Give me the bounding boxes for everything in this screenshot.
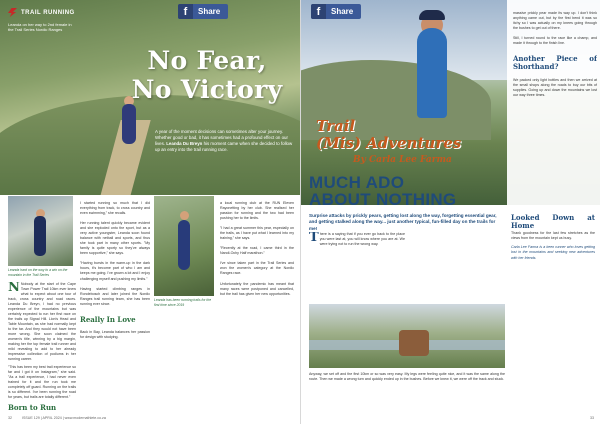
facebook-icon: f xyxy=(311,4,326,19)
column-title-line1: Trail xyxy=(316,117,356,135)
bolt-icon xyxy=(8,8,17,17)
article-title-line1: No Fear, xyxy=(147,46,267,75)
subhead-shorthand: Another Piece of Shorthand? xyxy=(513,54,597,71)
right-column-2-text: Anyway, we set off and the first 10km or so was very easy. My legs were feeling quite nice, and it was the same along the route. Then we made a wrong turn and quickly ended up in the bushes. Before we knew it, we were off the track and stuck. xyxy=(309,372,505,382)
column-1-text: Nobody at the start of the Cape Town Power Trail 10km ever knew what to expect about one tour of track, cross country and road races. Leanda Du Breyn, I had no previous experience of the mountains but was certainly expected to run her first race on the trails up Signal Hill. Lion's Head and Table Mountain, as she had normally kept to the tar. And they would not have been more wrong. She soon claimed the women's title, winning by a big margin, making her the top female trail runner and mild revealing to add to her already impressive collection of podiums in her running career. xyxy=(8,282,76,362)
subhead-really-in-love: Really In Love xyxy=(80,314,136,324)
inset-runner xyxy=(34,216,46,256)
share-label: Share xyxy=(331,7,354,16)
side-text-2: We packed only light bottles and then we arrived at the small shops along the roads to buy our bits of supplies. Going up and down the mountains we lost our way three times. xyxy=(513,77,597,97)
column-2-text: I started running so much that I did everything from track, to cross country and even swimming," she recalls. Her running talent quickly became evident and she exploded onto the sport, but as a very active youngster, Leanda soon found balance with netball and sports, and thus she took part in many other sports. "My family is quite sporty so they've always been supportive," she says. "Having bursts in the warm-up in the dark hours, it's become part of who I am and keeps me going. I've grown a lot and I enjoy challenging myself and pushing my limits." Having started climbing ranges in Rondebosch and later joined the Nordic Ranges trail running team, she has been running ever since. xyxy=(80,201,150,306)
side-text: massive prickly pear made its way up. I don't think anything came out, but by the first bend it was so itchy so I was actually on my knees going through the bushes to get out of there. Still, I turned round to the race like a champ, and made it through to the finish line. xyxy=(513,11,597,46)
section-tag-label: TRAIL RUNNING xyxy=(21,9,75,16)
left-column-3 xyxy=(220,196,294,410)
column-1-text-2: "This has been my best trail experience so far and I got it on Instagram," she said. "As a trail experience, I had never even trained for it and the run took me completely off guard. Running on the trails is so different. I've been running the road for years, but trails are totally different." xyxy=(8,364,76,399)
runner-photo-head xyxy=(180,211,189,220)
subhead-looked-down: Looked Down at Home xyxy=(511,213,595,230)
hero-runner xyxy=(122,104,136,144)
inset-caption: Leanda hard on the way to a win on the mountain in the Trail Series xyxy=(8,268,68,277)
left-column-1 xyxy=(8,282,76,410)
article-title-line2: No Victory xyxy=(131,75,283,104)
facebook-icon: f xyxy=(178,4,193,19)
share-button-left[interactable] xyxy=(178,4,228,19)
footer-issue: ISSUE 129 | APRIL 2024 | www.modernathlete.co.za xyxy=(22,416,106,420)
group-photo xyxy=(309,304,505,368)
runner-caption: Leanda has been running trails for the first time since 2019 xyxy=(154,298,212,307)
right-column-1 xyxy=(309,232,405,302)
author-bio: Carla Lee Farma is a keen runner who loves getting lost in the mountains and seeking new adventures with her friends. xyxy=(511,245,595,260)
column-2-text-2: Back in Bay, Leanda balances her passion for design with studying. xyxy=(80,330,150,340)
selfie-cap xyxy=(419,10,445,20)
standfirst-author: Leanda Du Breyn xyxy=(166,141,203,147)
right-standfirst: Surprise attacks by prickly pears, getting lost along the way, forgetting essential gear, and getting stalked along the way... just another typical, fun-filled day on the trails for me! xyxy=(309,213,497,231)
right-dropcap: T xyxy=(309,232,319,245)
runner-photo-figure xyxy=(178,220,190,270)
share-button-right[interactable] xyxy=(311,4,361,19)
right-page xyxy=(300,0,600,424)
dropcap: N xyxy=(8,282,20,295)
column-title-line2: (Mis) Adventures xyxy=(316,134,462,152)
footer-page-number-right: 33 xyxy=(590,416,594,420)
standfirst xyxy=(155,129,297,154)
share-label: Share xyxy=(198,7,221,16)
headline-line1: MUCH ADO xyxy=(309,173,405,192)
section-tag xyxy=(8,8,75,17)
standfirst-text-tail: his moment came when she decided to follow up an entry into the trail running race. xyxy=(155,141,293,153)
subhead-born-to-run: Born to Run xyxy=(8,402,57,410)
byline: By Carla Lee Farma xyxy=(353,155,452,165)
photo-people xyxy=(399,330,429,356)
column-title xyxy=(316,118,496,152)
right-column-1-text: here is a saying that if you ever go back to the place you were last at, you will know where you are at. We were trying not to run the wrong way. xyxy=(319,232,405,247)
headline-line2: ABOUT NOTHING xyxy=(309,190,457,209)
left-column-2 xyxy=(80,196,150,410)
footer-page-number: 32 xyxy=(8,416,12,420)
runner-photo xyxy=(154,196,214,296)
right-side-column xyxy=(513,6,597,206)
right-column-3 xyxy=(511,210,595,410)
standfirst-text: A year of the moment decisions can sometimes alter your journey. Whether good or bad, it has sometimes had a profound effect on our lives. xyxy=(155,129,288,147)
column-3-text: a local running club at the RUN Eleven Rayonetting by her club. She realised her passion for running and the two had been pushing her to the limits. "I had a great summer this year, especially on the trails, as I have put what I learned into my training," she says. "Recently at the road, I came third in the Nandi-Ochy Half marathon." I've since taken part in the Trail Series and won the women's category at the Nordic Ranges race. Unfortunately the pandemic has meant that many races were postponed and cancelled, but the trail has given her new opportunities. xyxy=(220,201,294,296)
article-title xyxy=(118,46,296,104)
hero-caption: Leanda on her way to 2nd female in the Trail Series Nordic Ranges xyxy=(8,22,72,33)
inset-photo xyxy=(8,196,73,266)
selfie-runner xyxy=(417,28,447,118)
right-column-2 xyxy=(309,372,505,416)
side-text-3: Thank goodness for the last few stretches as the views from the mountain kept us busy. xyxy=(511,231,595,241)
